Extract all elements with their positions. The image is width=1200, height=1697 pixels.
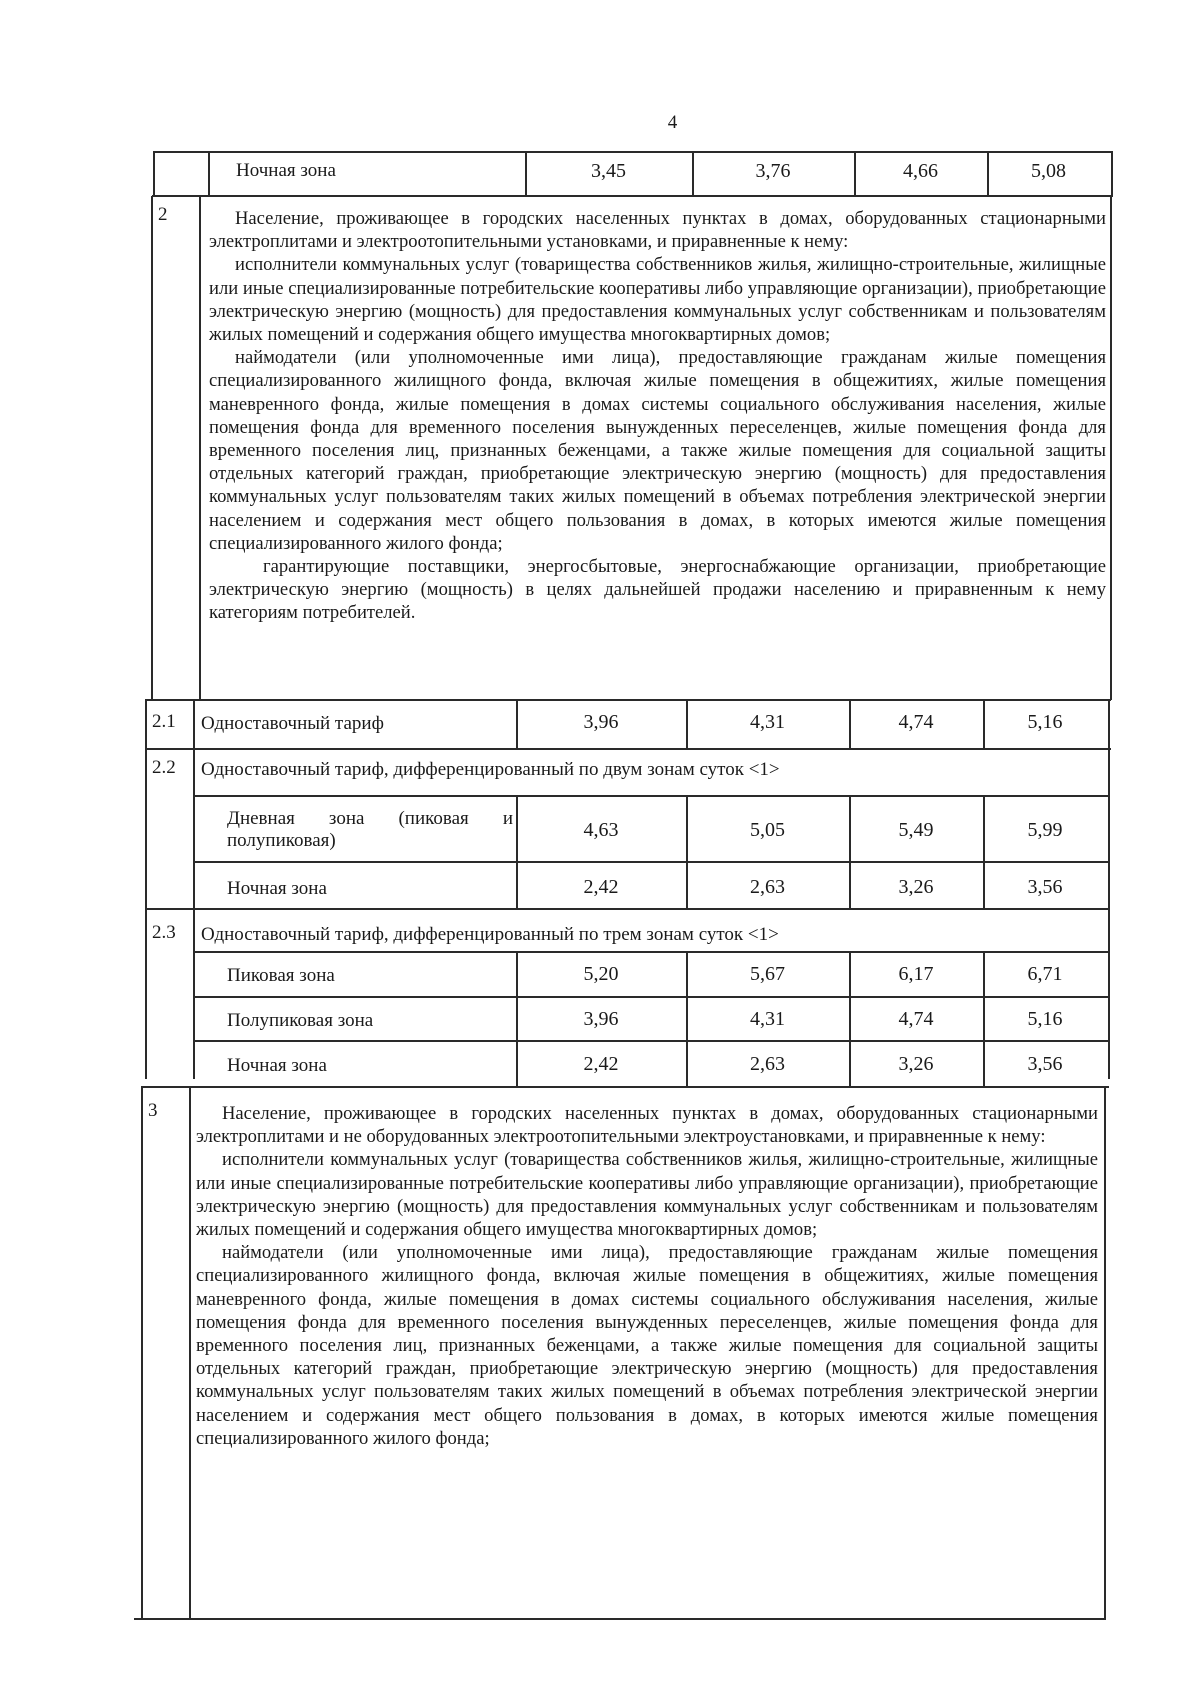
value-cell: 3,56 [1027, 876, 1063, 898]
paragraph: Население, проживающее в городских населенных пунктах в домах, оборудованных стационарными электроплитами и не оборудованных электроотопительными электроустановками, и приравненные к нему: [196, 1103, 1098, 1148]
row-label: Ночная зона [236, 160, 336, 181]
paragraph: гарантирующие поставщики, энергосбытовые, энергоснабжающие организации, приобретающие электрическую энергию (мощность) в целях дальнейшей продажи населению и приравненным к нему категориям потребителей. [209, 556, 1106, 624]
value-cell: 5,99 [1027, 819, 1063, 841]
value-cell: 3,45 [591, 160, 626, 182]
table-rule [193, 699, 195, 1079]
value-cell: 3,26 [898, 876, 934, 898]
row-label: Дневная зона (пиковая и полупиковая) [227, 808, 513, 851]
table-rule [854, 151, 856, 197]
table-rule [208, 151, 210, 197]
row-number: 3 [148, 1100, 158, 1121]
table-rule [141, 1086, 143, 1620]
value-cell: 2,63 [750, 876, 785, 898]
table-rule [189, 1086, 191, 1620]
table-rule [145, 748, 1111, 750]
value-cell: 5,08 [1031, 160, 1066, 182]
table-rule [983, 951, 985, 1087]
table-rule [849, 699, 851, 749]
table-rule [686, 699, 688, 749]
value-cell: 3,96 [583, 711, 619, 733]
table-rule [849, 951, 851, 1087]
table-rule [153, 151, 155, 197]
table-rule [151, 196, 153, 700]
table-rule [193, 861, 1109, 863]
section-text [196, 1102, 1098, 1450]
table-rule [199, 196, 201, 700]
table-rule [983, 795, 985, 909]
value-cell: 5,05 [750, 819, 785, 841]
paragraph: исполнители коммунальных услуг (товарищества собственников жилья, жилищно-строительные, жилищные или иные специализированные потребительские кооперативы либо управляющие организации), приобретающие электрическую энергию (мощность) для предоставления коммунальных услуг собственникам и пользователям жилых помещений и содержания общего имущества многоквартирных домов; [209, 254, 1106, 346]
table-rule [193, 996, 1109, 998]
page-number: 4 [667, 112, 678, 133]
row-title: Одноставочный тариф, дифференцированный по двум зонам суток <1> [201, 759, 780, 780]
table-rule [145, 908, 1109, 910]
table-rule [525, 151, 527, 197]
section-text [209, 207, 1106, 625]
value-cell: 5,67 [750, 963, 785, 985]
row-label: Ночная зона [227, 1055, 327, 1076]
row-label: Ночная зона [227, 878, 327, 899]
value-cell: 5,16 [1027, 1008, 1063, 1030]
paragraph: Население, проживающее в городских населенных пунктах в домах, оборудованных стационарными электроплитами и электроотопительными установками, и приравненные к нему: [209, 208, 1106, 253]
row-number: 2.1 [152, 711, 176, 732]
table-rule [987, 151, 989, 197]
table-rule [143, 1086, 1109, 1088]
value-cell: 4,74 [898, 1008, 934, 1030]
row-number: 2.2 [152, 757, 176, 778]
value-cell: 4,31 [750, 1008, 785, 1030]
table-rule [193, 1040, 1109, 1042]
table-rule [516, 699, 518, 749]
table-rule [1104, 1086, 1106, 1620]
row-number: 2.3 [152, 922, 176, 943]
value-cell: 5,16 [1027, 711, 1063, 733]
table-rule [145, 699, 147, 1079]
table-rule [1110, 196, 1112, 700]
value-cell: 4,74 [898, 711, 934, 733]
paragraph: наймодатели (или уполномоченные ими лица), предоставляющие гражданам жилые помещения специализированного жилищного фонда, включая жилые помещения в общежитиях, жилые помещения маневренного фонда, жилые помещения в домах системы социального обслуживания населения, жилые помещения фонда для временного поселения вынужденных переселенцев, жилые помещения фонда для временного поселения лиц, признанных беженцами, а также жилые помещения для социальной защиты отдельных категорий граждан, приобретающие электрическую энергию (мощность) для предоставления коммунальных услуг пользователям таких жилых помещений в объемах потребления электрической энергии населением и содержания мест общего пользования в домах, в которых имеются жилые помещения специализированного жилого фонда; [209, 347, 1106, 554]
value-cell: 3,26 [898, 1053, 934, 1075]
table-rule [686, 951, 688, 1087]
value-cell: 2,63 [750, 1053, 785, 1075]
value-cell: 3,56 [1027, 1053, 1063, 1075]
table-rule [516, 795, 518, 909]
value-cell: 3,96 [583, 1008, 619, 1030]
value-cell: 2,42 [583, 876, 619, 898]
row-label: Полупиковая зона [227, 1010, 374, 1031]
paragraph: исполнители коммунальных услуг (товарищества собственников жилья, жилищно-строительные, жилищные или иные специализированные потребительские кооперативы либо управляющие организации), приобретающие электрическую энергию (мощность) для предоставления коммунальных услуг собственникам и пользователям жилых помещений и содержания общего имущества многоквартирных домов; [196, 1149, 1098, 1241]
table-rule [145, 699, 1111, 701]
value-cell: 4,66 [903, 160, 938, 182]
table-rule [516, 951, 518, 1087]
row-label: Пиковая зона [227, 965, 335, 986]
table-rule [1108, 699, 1110, 1079]
table-rule [1111, 151, 1113, 197]
paragraph: наймодатели (или уполномоченные ими лица), предоставляющие гражданам жилые помещения специализированного жилищного фонда, включая жилые помещения в общежитиях, жилые помещения маневренного фонда, жилые помещения в домах системы социального обслуживания населения, жилые помещения фонда для временного поселения вынужденных переселенцев, жилые помещения фонда для временного поселения лиц, признанных беженцами, а также жилые помещения для социальной защиты отдельных категорий граждан, приобретающие электрическую энергию (мощность) для предоставления коммунальных услуг пользователям таких жилых помещений в объемах потребления электрической энергии населением и содержания мест общего пользования в домах, в которых имеются жилые помещения специализированного жилого фонда; [196, 1242, 1098, 1449]
row-title: Одноставочный тариф, дифференцированный по трем зонам суток <1> [201, 924, 779, 945]
table-rule [686, 795, 688, 909]
table-rule [153, 151, 1113, 153]
table-rule [193, 951, 1109, 953]
value-cell: 5,49 [898, 819, 934, 841]
value-cell: 4,63 [583, 819, 619, 841]
value-cell: 6,71 [1027, 963, 1063, 985]
table-rule [193, 795, 1109, 797]
value-cell: 5,20 [583, 963, 619, 985]
value-cell: 4,31 [750, 711, 785, 733]
row-number: 2 [158, 204, 168, 225]
table-rule [983, 699, 985, 749]
table-rule [849, 795, 851, 909]
table-rule [134, 1618, 1106, 1620]
value-cell: 3,76 [755, 160, 791, 182]
value-cell: 2,42 [583, 1053, 619, 1075]
table-rule [152, 195, 1113, 197]
row-label: Одноставочный тариф [201, 713, 384, 734]
value-cell: 6,17 [898, 963, 934, 985]
table-rule [692, 151, 694, 197]
